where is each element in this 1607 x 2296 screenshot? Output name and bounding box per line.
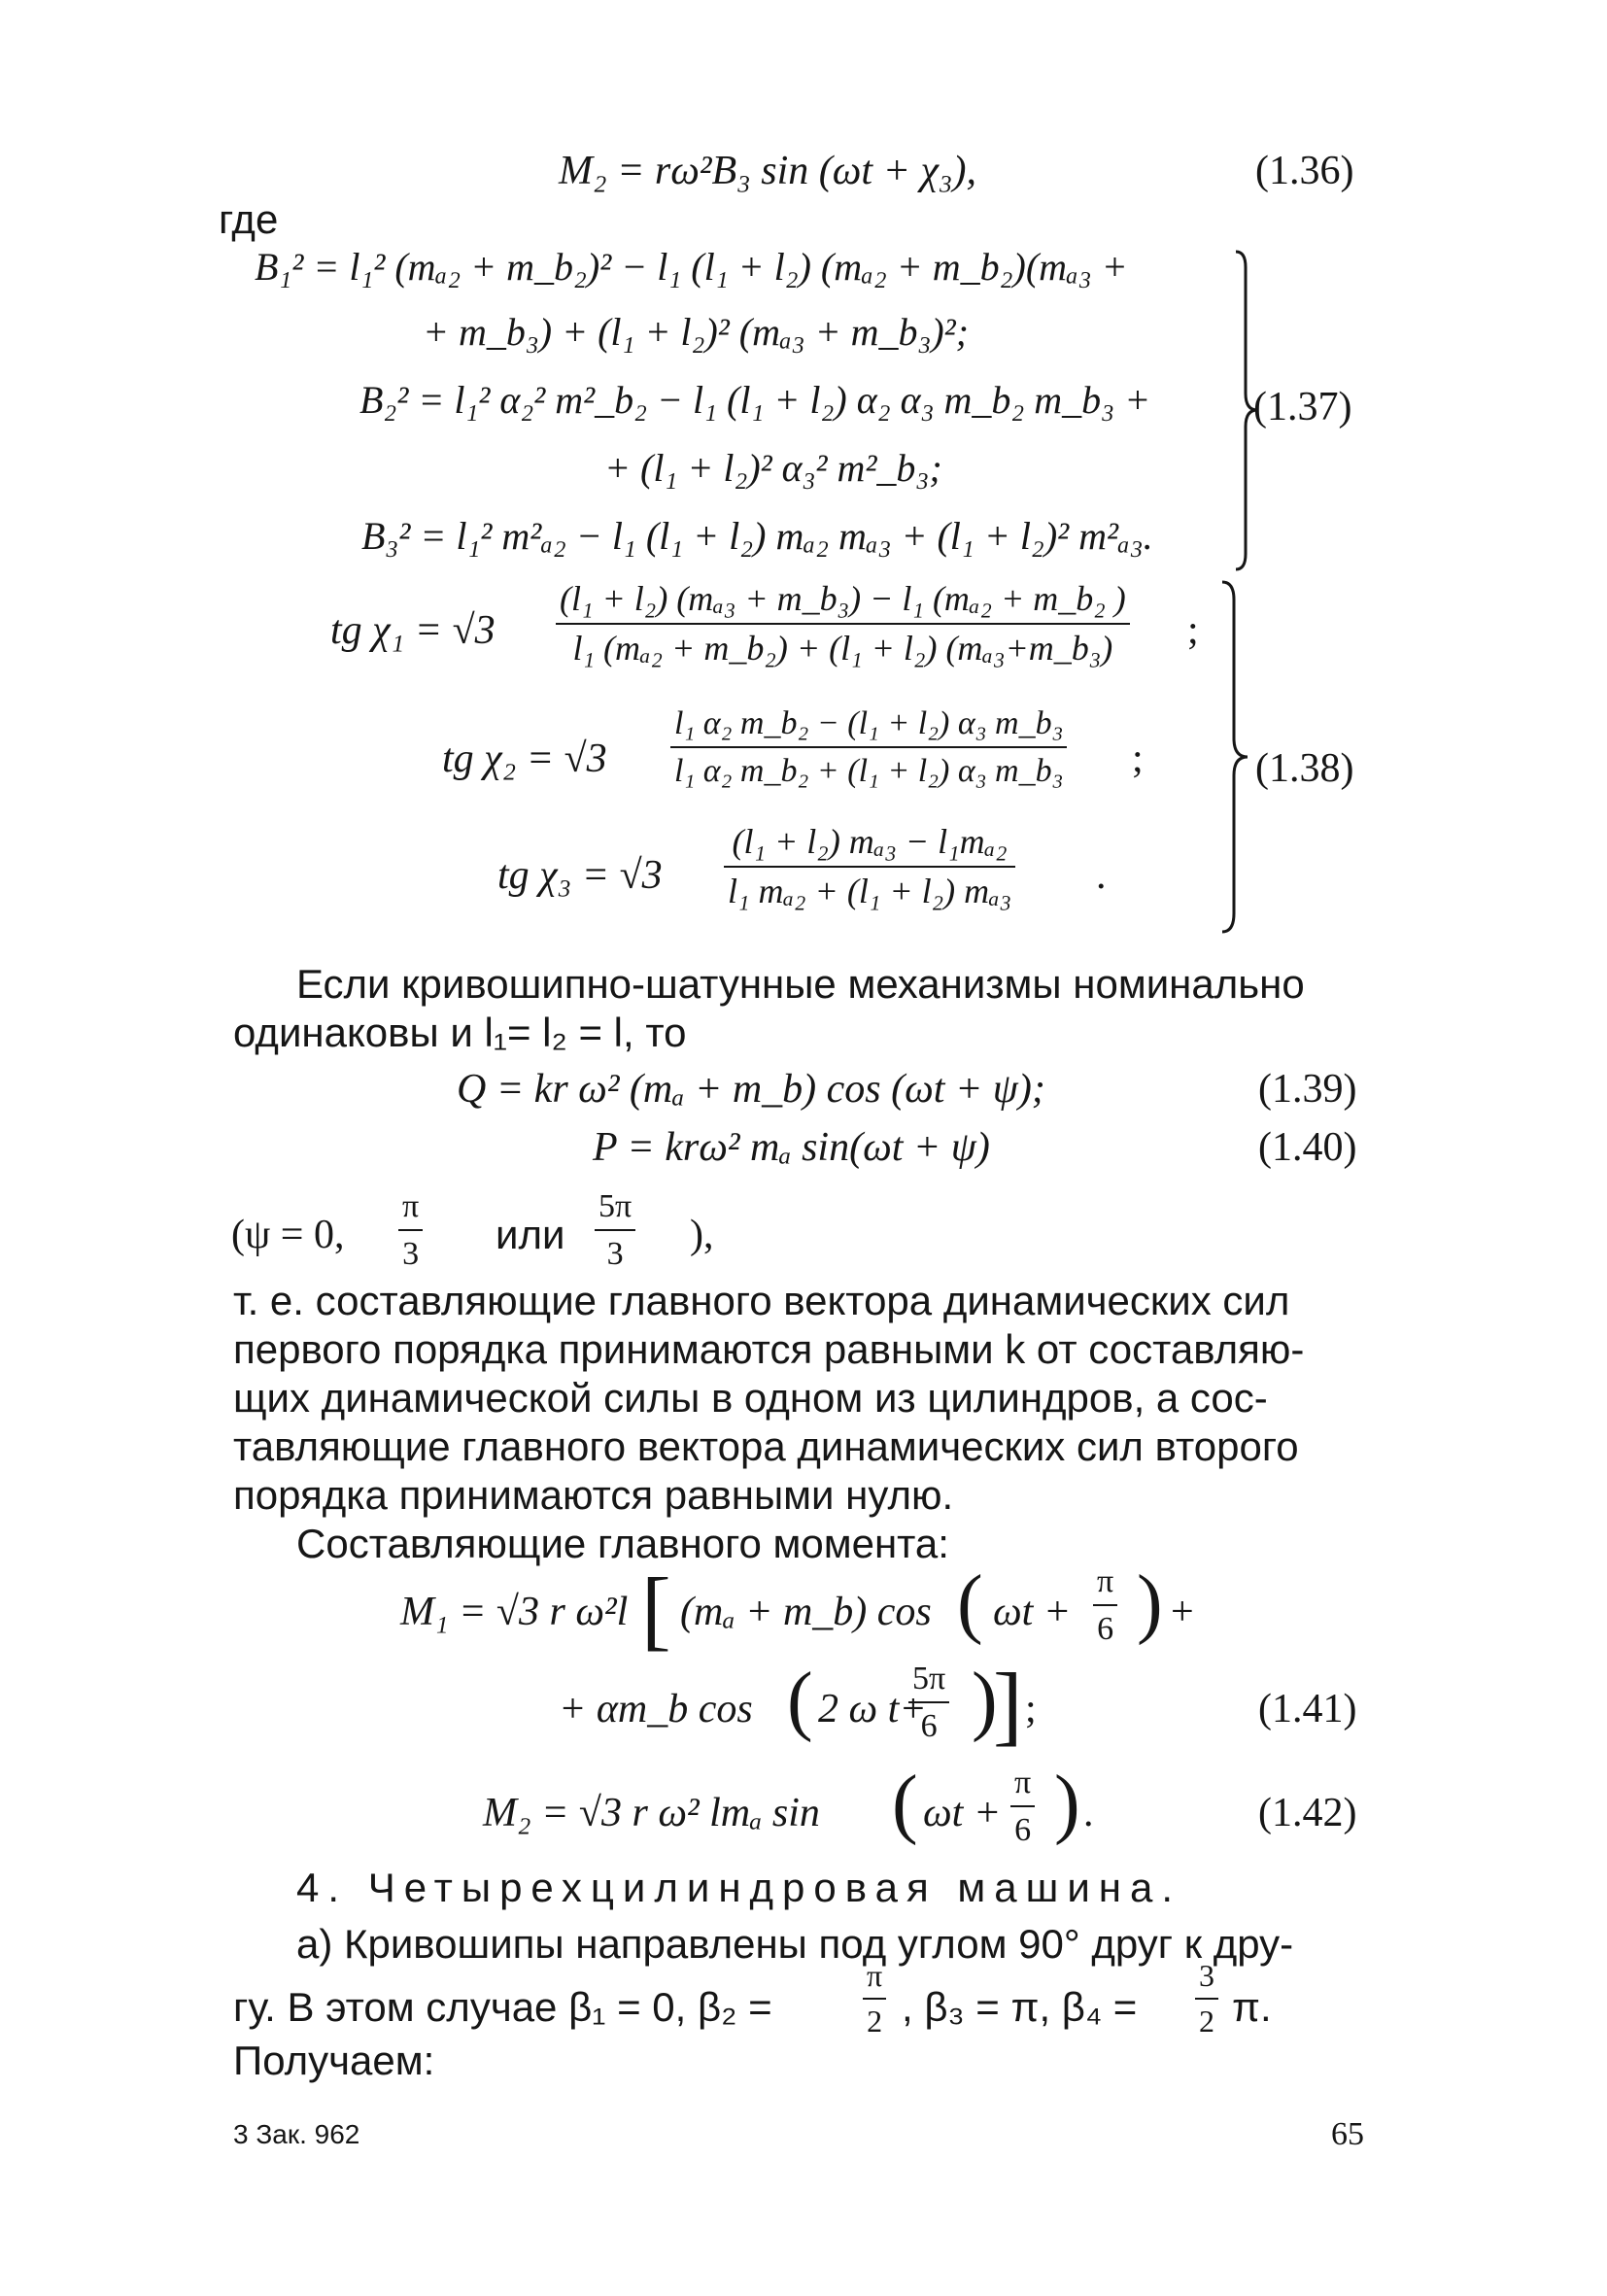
psi-frac-5pi-3: [595, 1187, 635, 1273]
equation-1-41-line-2-end: ;: [1025, 1687, 1037, 1731]
tg-chi2-end: ;: [1132, 737, 1144, 781]
right-paren: ): [1137, 1560, 1163, 1646]
fraction-bar: [724, 866, 1015, 868]
fraction-numerator: π: [867, 1958, 883, 1993]
equation-1-37-line-2: + m_b₃) + (l₁ + l₂)² (mₐ₃ + m_b₃)²;: [423, 310, 969, 354]
equation-number-1-42: (1.42): [1258, 1791, 1357, 1835]
section-4-heading: 4. Четырехцилиндровая машина.: [296, 1865, 1181, 1910]
fraction-numerator: 5π: [598, 1188, 633, 1224]
beta4-end: π.: [1232, 1984, 1272, 2030]
paragraph-1-line-2: одинаковы и l₁= l₂ = l, то: [233, 1010, 687, 1055]
paragraph-2-line-2: первого порядка принимаются равными k от составляю-: [233, 1326, 1305, 1372]
equation-1-41-frac-5pi-6: [908, 1660, 949, 1745]
fraction-bar: [1010, 1805, 1035, 1807]
tg-chi3-denominator: l₁ mₐ₂ + (l₁ + l₂) mₐ₃: [728, 872, 1012, 911]
right-paren: ): [972, 1658, 998, 1743]
fraction-numerator: π: [1014, 1765, 1032, 1800]
equation-1-42-lhs: M₂ = √3 r ω² lmₐ sin: [483, 1791, 820, 1835]
section-4-item-a-line-2: гу. В этом случае β₁ = 0, β₂ =: [233, 1984, 772, 2030]
fraction-bar: [908, 1701, 949, 1703]
tg-chi1-fraction: [556, 579, 1130, 669]
beta3-text: , β₃ = π, β₄ =: [902, 1984, 1138, 2030]
equation-1-37-line-5: B₃² = l₁² m²ₐ₂ − l₁ (l₁ + l₂) mₐ₂ mₐ₃ + (l₁ + l₂)² m²ₐ₃.: [361, 514, 1153, 558]
equation-number-1-40: (1.40): [1258, 1125, 1357, 1170]
equation-1-39: Q = kr ω² (mₐ + m_b) cos (ωt + ψ);: [457, 1067, 1045, 1112]
paragraph-1-line-1: Если кривошипно-шатунные механизмы номинально: [296, 961, 1305, 1007]
psi-prefix: (ψ = 0,: [231, 1213, 345, 1257]
equation-1-41-frac-pi-6: [1093, 1562, 1117, 1648]
fraction-numerator: π: [402, 1188, 420, 1224]
fraction-denominator: 3: [402, 1236, 420, 1273]
right-brace-1-38: [1218, 578, 1253, 938]
fraction-bar: [595, 1229, 635, 1231]
equation-1-42-frac-pi-6: [1010, 1764, 1035, 1849]
paragraph-2-line-4: тавляющие главного вектора динамических сил второго: [233, 1423, 1299, 1469]
tg-chi2-fraction: [670, 704, 1067, 790]
tg-chi1-lhs: tg χ₁ = √3: [330, 608, 496, 653]
fraction-numerator: 5π: [912, 1661, 946, 1696]
tg-chi2-numerator: l₁ α₂ m_b₂ − (l₁ + l₂) α₃ m_b₃: [674, 705, 1064, 741]
equation-1-41-line-2-body: + αm_b cos: [559, 1687, 753, 1731]
tg-chi3-end: .: [1096, 853, 1107, 898]
right-paren: ): [1054, 1761, 1080, 1846]
fraction-bar: [556, 623, 1130, 625]
left-paren: (: [892, 1761, 918, 1846]
or-word: или: [496, 1212, 565, 1257]
fraction-denominator: 2: [867, 2003, 883, 2039]
equation-1-41-lhs: M₁ = √3 r ω²l: [400, 1590, 629, 1634]
equation-1-41-arg: ωt +: [993, 1590, 1072, 1634]
equation-number-1-39: (1.39): [1258, 1067, 1357, 1112]
fraction-bar: [1093, 1604, 1117, 1606]
right-bracket: ]: [993, 1655, 1023, 1754]
equation-1-40: P = krω² mₐ sin(ωt + ψ): [593, 1125, 990, 1170]
tg-chi1-numerator: (l₁ + l₂) (mₐ₃ + m_b₃) − l₁ (mₐ₂ + m_b₂ ): [560, 579, 1126, 618]
fraction-bar: [1195, 1998, 1218, 2000]
equation-1-41-line-1-end: +: [1171, 1590, 1194, 1634]
equation-1-37-line-4: + (l₁ + l₂)² α₃² m²_b₃;: [604, 446, 942, 490]
left-paren: (: [787, 1658, 813, 1743]
tg-chi3-numerator: (l₁ + l₂) mₐ₃ − l₁mₐ₂: [732, 822, 1008, 861]
fraction-denominator: 6: [1014, 1812, 1032, 1849]
tg-chi3-lhs: tg χ₃ = √3: [497, 853, 663, 898]
equation-1-41-body: (mₐ + m_b) cos: [680, 1590, 932, 1634]
section-4-item-a-line-1: а) Кривошипы направлены под углом 90° друг к дру-: [296, 1921, 1294, 1967]
left-bracket: [: [641, 1559, 671, 1659]
fraction-bar: [398, 1229, 423, 1231]
beta4-fraction: [1195, 1958, 1218, 2039]
fraction-denominator: 2: [1199, 2003, 1214, 2039]
footer-order-note: 3 Зак. 962: [233, 2119, 360, 2149]
tg-chi1-end: ;: [1187, 608, 1199, 653]
psi-frac-pi-3: [398, 1187, 423, 1273]
paragraph-2-line-1: т. е. составляющие главного вектора динамических сил: [233, 1278, 1290, 1323]
tg-chi3-fraction: [724, 822, 1015, 912]
tg-chi2-denominator: l₁ α₂ m_b₂ + (l₁ + l₂) α₃ m_b₃: [674, 753, 1064, 790]
equation-1-41-line-2-arg: 2 ω t+: [818, 1687, 927, 1731]
paragraph-3: Составляющие главного момента:: [296, 1521, 949, 1566]
equation-1-37-line-3: B₂² = l₁² α₂² m²_b₂ − l₁ (l₁ + l₂) α₂ α₃ m_b₂ m_b₃ +: [359, 378, 1151, 422]
fraction-denominator: 6: [1097, 1611, 1114, 1648]
fraction-bar: [863, 1998, 886, 2000]
paragraph-2-line-5: порядка принимаются равными нулю.: [233, 1472, 954, 1518]
equation-1-37-line-1: B₁² = l₁² (mₐ₂ + m_b₂)² − l₁ (l₁ + l₂) (mₐ₂ + m_b₂)(mₐ₃ +: [255, 245, 1128, 289]
equation-number-1-38: (1.38): [1255, 746, 1354, 791]
equation-number-1-37: (1.37): [1253, 385, 1352, 429]
section-4-result-word: Получаем:: [233, 2038, 435, 2083]
psi-suffix: ),: [690, 1213, 714, 1257]
fraction-numerator: 3: [1199, 1958, 1214, 1993]
tg-chi1-denominator: l₁ (mₐ₂ + m_b₂) + (l₁ + l₂) (mₐ₃+m_b₃): [572, 629, 1113, 668]
equation-1-42-end: .: [1083, 1791, 1094, 1835]
equation-number-1-41: (1.41): [1258, 1687, 1357, 1731]
left-paren: (: [957, 1560, 983, 1646]
page-number: 65: [1331, 2116, 1364, 2152]
paragraph-2-line-3: щих динамической силы в одном из цилиндров, а сос-: [233, 1375, 1268, 1421]
tg-chi2-lhs: tg χ₂ = √3: [442, 737, 607, 781]
fraction-denominator: 3: [606, 1236, 624, 1273]
beta2-fraction: [863, 1958, 886, 2039]
fraction-bar: [670, 746, 1067, 748]
equation-1-42-arg: ωt +: [923, 1791, 1002, 1835]
equation-1-36: M₂ = rω²B₃ sin (ωt + χ₃),: [559, 149, 977, 193]
fraction-denominator: 6: [920, 1708, 938, 1745]
equation-number-1-36: (1.36): [1255, 149, 1354, 193]
where-label: где: [219, 196, 279, 242]
fraction-numerator: π: [1097, 1563, 1114, 1599]
